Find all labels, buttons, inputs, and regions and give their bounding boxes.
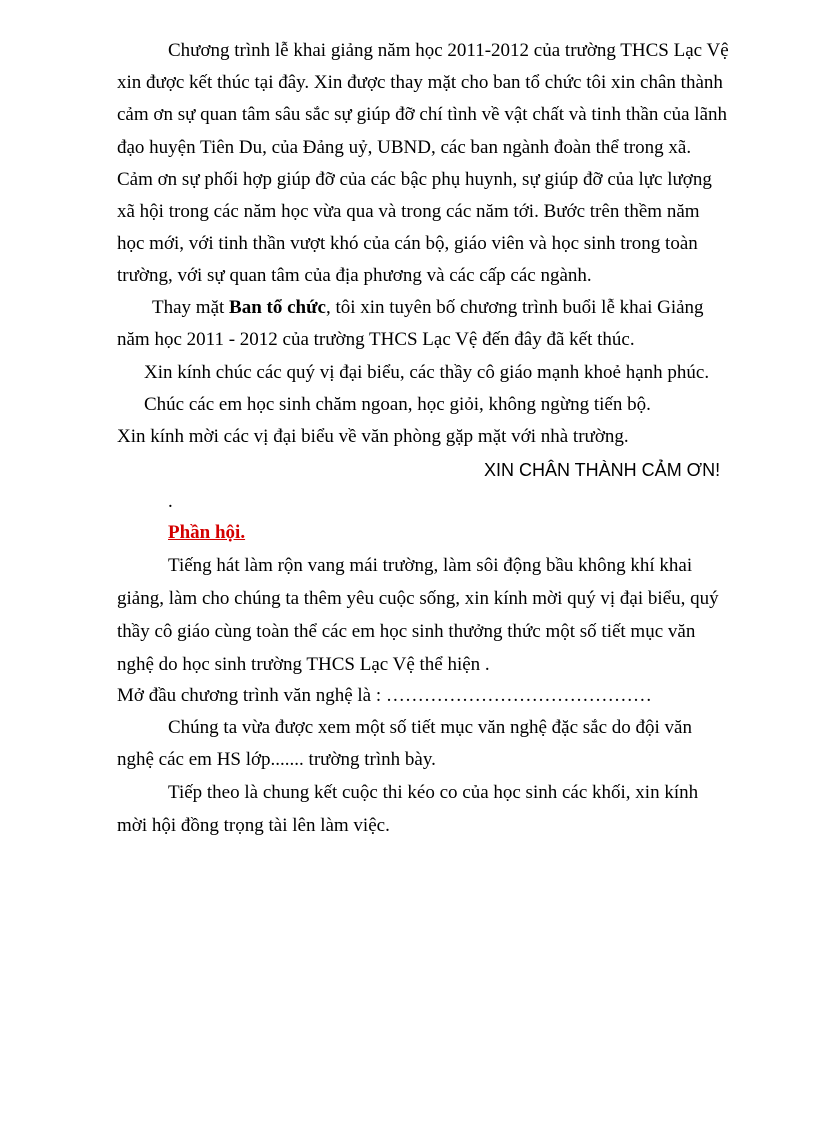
closing-p1-line-5: Cảm ơn sự phối hợp giúp đỡ của các bậc phụ huynh, sự giúp đỡ của lực lượng <box>117 169 712 190</box>
closing-p1-line-6: xã hội trong các năm học vừa qua và trong các năm tới. Bước trên thềm năm <box>117 201 700 222</box>
festival-p1-line-3: thầy cô giáo cùng toàn thể các em học sinh thưởng thức một số tiết mục văn <box>117 621 696 642</box>
closing-p2-bold: Ban tổ chức <box>229 297 326 318</box>
closing-p1-line-3: cảm ơn sự quan tâm sâu sắc sự giúp đỡ chí tình về vật chất và tinh thần của lãnh <box>117 104 728 125</box>
festival-p3-line-1: Tiếp theo là chung kết cuộc thi kéo co của học sinh các khối, xin kính <box>168 782 699 803</box>
thanks-line: XIN CHÂN THÀNH CẢM ƠN! <box>484 460 721 480</box>
students-line: Chúc các em học sinh chăm ngoan, học giỏi, không ngừng tiến bộ. <box>144 394 651 415</box>
invite-line: Xin kính mời các vị đại biểu về văn phòng gặp mặt với nhà trường. <box>117 426 629 447</box>
separator-dot: . <box>168 491 173 512</box>
closing-p2-prefix: Thay mặt <box>152 297 230 318</box>
festival-p1-line-4: nghệ do học sinh trường THCS Lạc Vệ thể hiện . <box>117 654 490 675</box>
closing-p1-line-8: trường, với sự quan tâm của địa phương và các cấp các ngành. <box>117 265 592 286</box>
festival-p3-line-2: mời hội đồng trọng tài lên làm việc. <box>117 815 390 836</box>
closing-p2-suffix: , tôi xin tuyên bố chương trình buổi lễ khai Giảng <box>325 297 704 318</box>
closing-p1-line-4: đạo huyện Tiên Du, của Đảng uỷ, UBND, các ban ngành đoàn thể trong xã. <box>117 137 692 158</box>
closing-p1-line-1: Chương trình lễ khai giảng năm học 2011-2012 của trường THCS Lạc Vệ <box>168 40 729 61</box>
closing-p1-line-7: học mới, với tinh thần vượt khó của cán bộ, giáo viên và học sinh trong toàn <box>117 233 698 254</box>
festival-heading: Phần hội. <box>168 522 246 543</box>
festival-p1-line-2: giảng, làm cho chúng ta thêm yêu cuộc sống, xin kính mời quý vị đại biểu, quý <box>117 588 719 609</box>
wish-line: Xin kính chúc các quý vị đại biểu, các thầy cô giáo mạnh khoẻ hạnh phúc. <box>144 362 710 383</box>
closing-p1-line-2: xin được kết thúc tại đây. Xin được thay mặt cho ban tổ chức tôi xin chân thành <box>117 72 723 93</box>
opening-line: Mở đầu chương trình văn nghệ là : …………………………………… <box>117 685 652 706</box>
festival-p1-line-1: Tiếng hát làm rộn vang mái trường, làm sôi động bầu không khí khai <box>168 555 693 576</box>
festival-p2-line-2: nghệ các em HS lớp....... trường trình bày. <box>117 749 436 770</box>
closing-p2-line-2: năm học 2011 - 2012 của trường THCS Lạc Vệ đến đây đã kết thúc. <box>117 329 635 350</box>
closing-p2-line-1 <box>152 297 704 319</box>
festival-p2-line-1: Chúng ta vừa được xem một số tiết mục văn nghệ đặc sắc do đội văn <box>168 717 692 738</box>
